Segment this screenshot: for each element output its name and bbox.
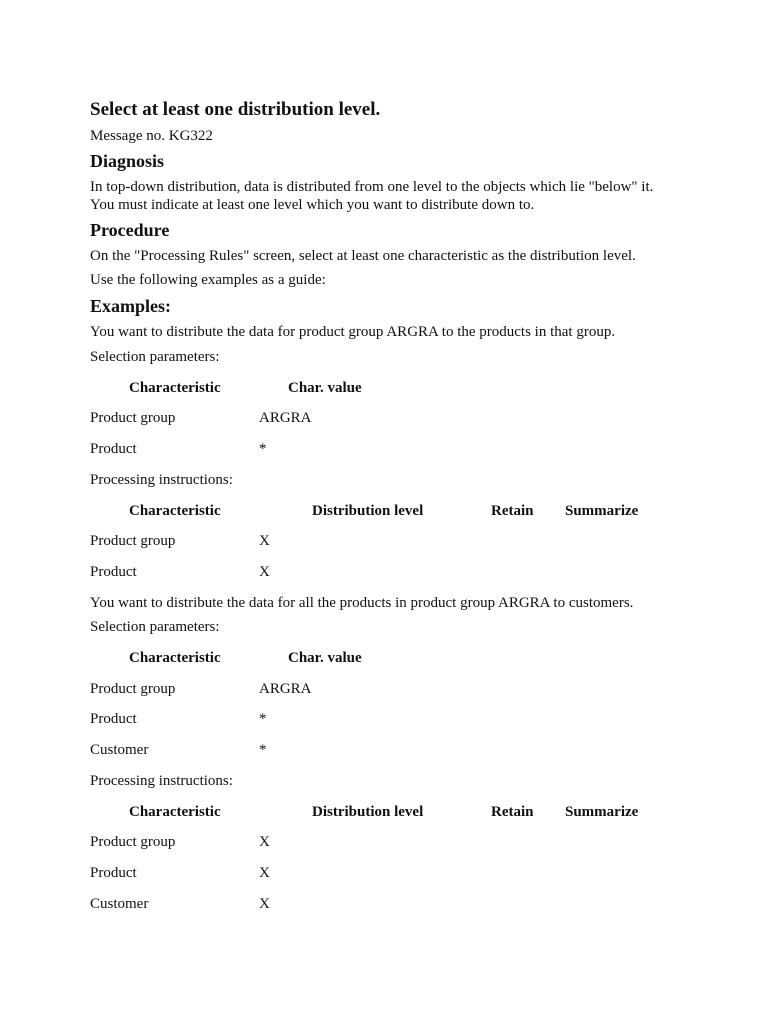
examples-heading: Examples: xyxy=(90,296,171,316)
example-2-proc-row-3-level: X xyxy=(259,896,270,912)
example-1-processing-label: Processing instructions: xyxy=(90,472,233,488)
example-2-sel-header-char-value: Char. value xyxy=(288,650,362,666)
example-2-sel-row-1-characteristic: Product group xyxy=(90,681,176,697)
diagnosis-heading: Diagnosis xyxy=(90,151,165,171)
diagnosis-text-1: In top-down distribution, data is distributed from one level to the objects which lie "below" it. xyxy=(90,179,654,195)
example-2-selection-label: Selection parameters: xyxy=(90,619,220,635)
example-2-proc-header-summarize: Summarize xyxy=(565,804,639,820)
example-1-proc-header-characteristic: Characteristic xyxy=(129,503,221,519)
example-1-sel-row-2-value: * xyxy=(259,441,267,457)
example-1-proc-header-summarize: Summarize xyxy=(565,503,639,519)
example-1-proc-row-2-characteristic: Product xyxy=(90,564,137,580)
example-1-proc-header-distribution-level: Distribution level xyxy=(312,503,424,519)
example-1-proc-row-1-characteristic: Product group xyxy=(90,533,176,549)
example-2-sel-row-2-value: * xyxy=(259,711,267,727)
example-1-sel-header-characteristic: Characteristic xyxy=(129,380,221,396)
example-2-intro: You want to distribute the data for all the products in product group ARGRA to customers. xyxy=(90,595,634,611)
example-2-sel-row-3-characteristic: Customer xyxy=(90,742,149,758)
procedure-heading: Procedure xyxy=(90,220,170,240)
example-1-proc-row-2-level: X xyxy=(259,564,270,580)
procedure-text-2: Use the following examples as a guide: xyxy=(90,272,326,288)
example-1-selection-label: Selection parameters: xyxy=(90,349,220,365)
example-2-proc-row-2-characteristic: Product xyxy=(90,865,137,881)
example-2-sel-row-2-characteristic: Product xyxy=(90,711,137,727)
example-1-proc-row-1-level: X xyxy=(259,533,270,549)
example-1-sel-row-2-characteristic: Product xyxy=(90,441,137,457)
example-2-proc-row-2-level: X xyxy=(259,865,270,881)
example-2-sel-row-1-value: ARGRA xyxy=(259,681,312,697)
example-2-proc-header-retain: Retain xyxy=(491,804,534,820)
example-2-sel-row-3-value: * xyxy=(259,742,267,758)
example-2-sel-header-characteristic: Characteristic xyxy=(129,650,221,666)
example-1-sel-row-1-value: ARGRA xyxy=(259,410,312,426)
example-2-processing-label: Processing instructions: xyxy=(90,773,233,789)
diagnosis-text-2: You must indicate at least one level which you want to distribute down to. xyxy=(90,197,535,213)
example-2-proc-header-distribution-level: Distribution level xyxy=(312,804,424,820)
page-title: Select at least one distribution level. xyxy=(90,99,381,120)
example-1-intro: You want to distribute the data for product group ARGRA to the products in that group. xyxy=(90,324,616,340)
message-number: Message no. KG322 xyxy=(90,128,213,144)
example-2-proc-row-3-characteristic: Customer xyxy=(90,896,149,912)
example-1-proc-header-retain: Retain xyxy=(491,503,534,519)
example-2-proc-header-characteristic: Characteristic xyxy=(129,804,221,820)
example-1-sel-header-char-value: Char. value xyxy=(288,380,362,396)
procedure-text-1: On the "Processing Rules" screen, select at least one characteristic as the distribution level. xyxy=(90,248,636,264)
example-1-sel-row-1-characteristic: Product group xyxy=(90,410,176,426)
example-2-proc-row-1-characteristic: Product group xyxy=(90,834,176,850)
example-2-proc-row-1-level: X xyxy=(259,834,270,850)
